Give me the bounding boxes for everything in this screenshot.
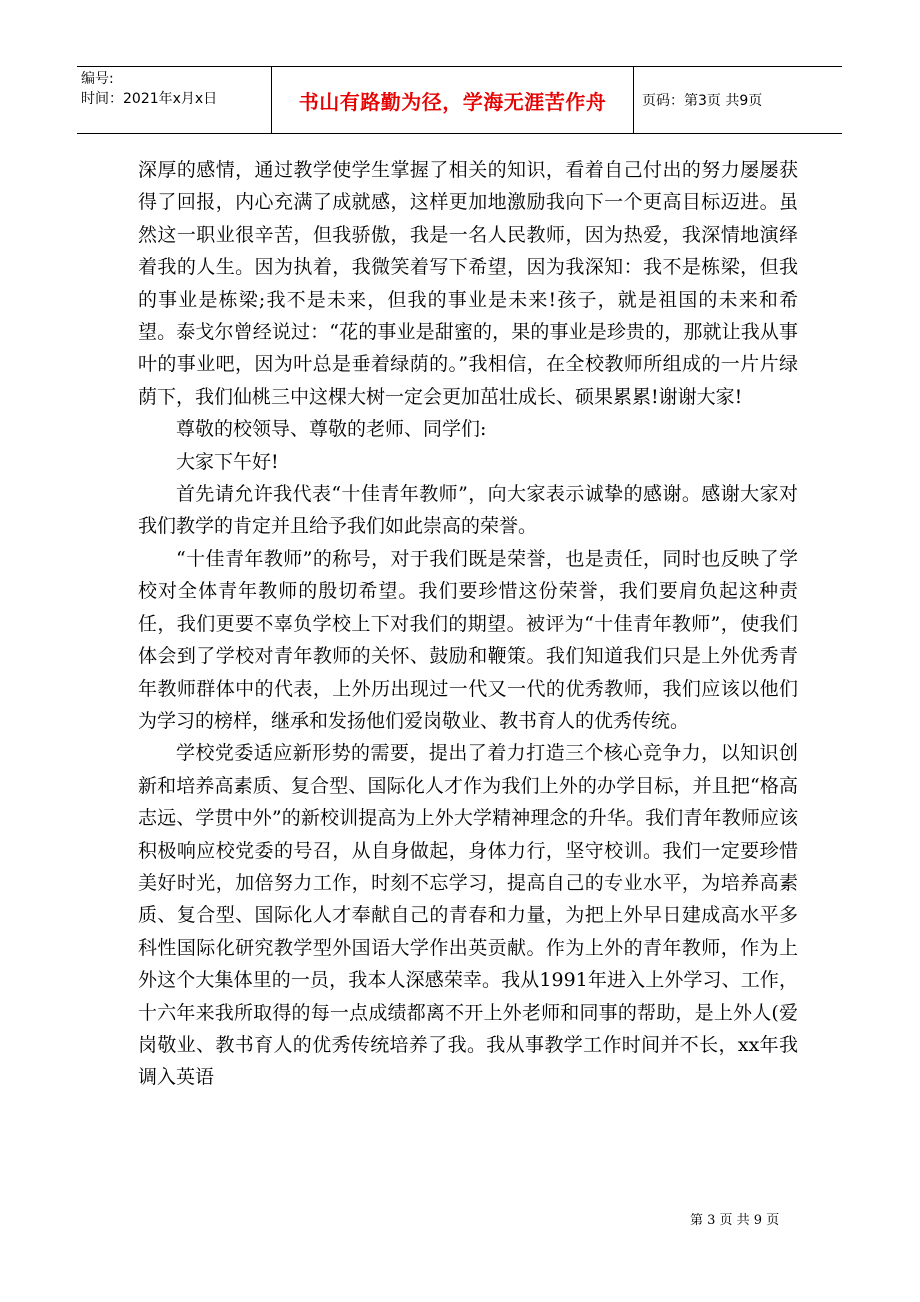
paragraph-salutation: 尊敬的校领导、尊敬的老师、同学们:	[176, 418, 487, 441]
serial-number-label: 编号:	[81, 71, 114, 87]
date-label: 时间：2021年x月x日	[81, 91, 218, 107]
paragraph: “十佳青年教师”的称号，对于我们既是荣誉，也是责任，同时也反映了学校对全体青年教师的殷切希望。我们要珍惜这份荣誉，我们要肩负起这种责任，我们更要不辜负学校上下对我们的期望。被评为“十佳青年教师”，使我们体会到了学校对青年教师的关怀、鼓励和鞭策。我们知道我们只是上外优秀青年教师群体中的代表，上外历出现过一代又一代的优秀教师，我们应该以他们为学习的榜样，继承和发扬他们爱岗敬业、教书育人的优秀传统。	[138, 547, 798, 732]
paragraph: 学校党委适应新形势的需要，提出了着力打造三个核心竞争力，以知识创新和培养高素质、复合型、国际化人才作为我们上外的办学目标，并且把“格高志远、学贯中外”的新校训提高为上外大学精神理念的升华。我们青年教师应该积极响应校党委的号召，从自身做起，身体力行，坚守校训。我们一定要珍惜美好时光，加倍努力工作，时刻不忘学习，提高自己的专业水平，为培养高素质、复合型、国际化人才奉献自己的青春和力量，为把上外早日建成高水平多科性国际化研究教学型外国语大学作出英贡献。作为上外的青年教师，作为上外这个大集体里的一员，我本人深感荣幸。我从1991年进入上外学习、工作，十六年来我所取得的每一点成绩都离不开上外老师和同事的帮助，是上外人(爱岗敬业、教书育人的优秀传统培养了我。我从事教学工作时间并不长，xx年我调入英语	[138, 742, 798, 1089]
header-meta	[77, 67, 272, 133]
paragraph: 首先请允许我代表“十佳青年教师”，向大家表示诚挚的感谢。感谢大家对我们教学的肯定并且给予我们如此崇高的荣誉。	[138, 483, 798, 538]
paragraph-greeting: 大家下午好!	[176, 450, 279, 473]
page-footer: 第 3 页 共 9 页	[690, 1213, 780, 1228]
document-body	[138, 154, 798, 1094]
header-motto: 书山有路勤为径，学海无涯苦作舟	[272, 67, 634, 133]
header-page-number: 页码：第3页 共9页	[642, 93, 763, 109]
page-header	[77, 66, 842, 134]
paragraph-continuation: 深厚的感情，通过教学使学生掌握了相关的知识，看着自己付出的努力屡屡获得了回报，内心充满了成就感，这样更加地激励我向下一个更高目标迈进。虽然这一职业很辛苦，但我骄傲，我是一名人民教师，因为热爱，我深情地演绎着我的人生。因为执着，我微笑着写下希望，因为我深知：我不是栋梁，但我的事业是栋梁;我不是未来，但我的事业是未来!孩子，就是祖国的未来和希望。泰戈尔曾经说过：“花的事业是甜蜜的，果的事业是珍贵的，那就让我从事叶的事业吧，因为叶总是垂着绿荫的。”我相信，在全校教师所组成的一片片绿荫下，我们仙桃三中这棵大树一定会更加茁壮成长、硕果累累!谢谢大家!	[138, 159, 798, 408]
